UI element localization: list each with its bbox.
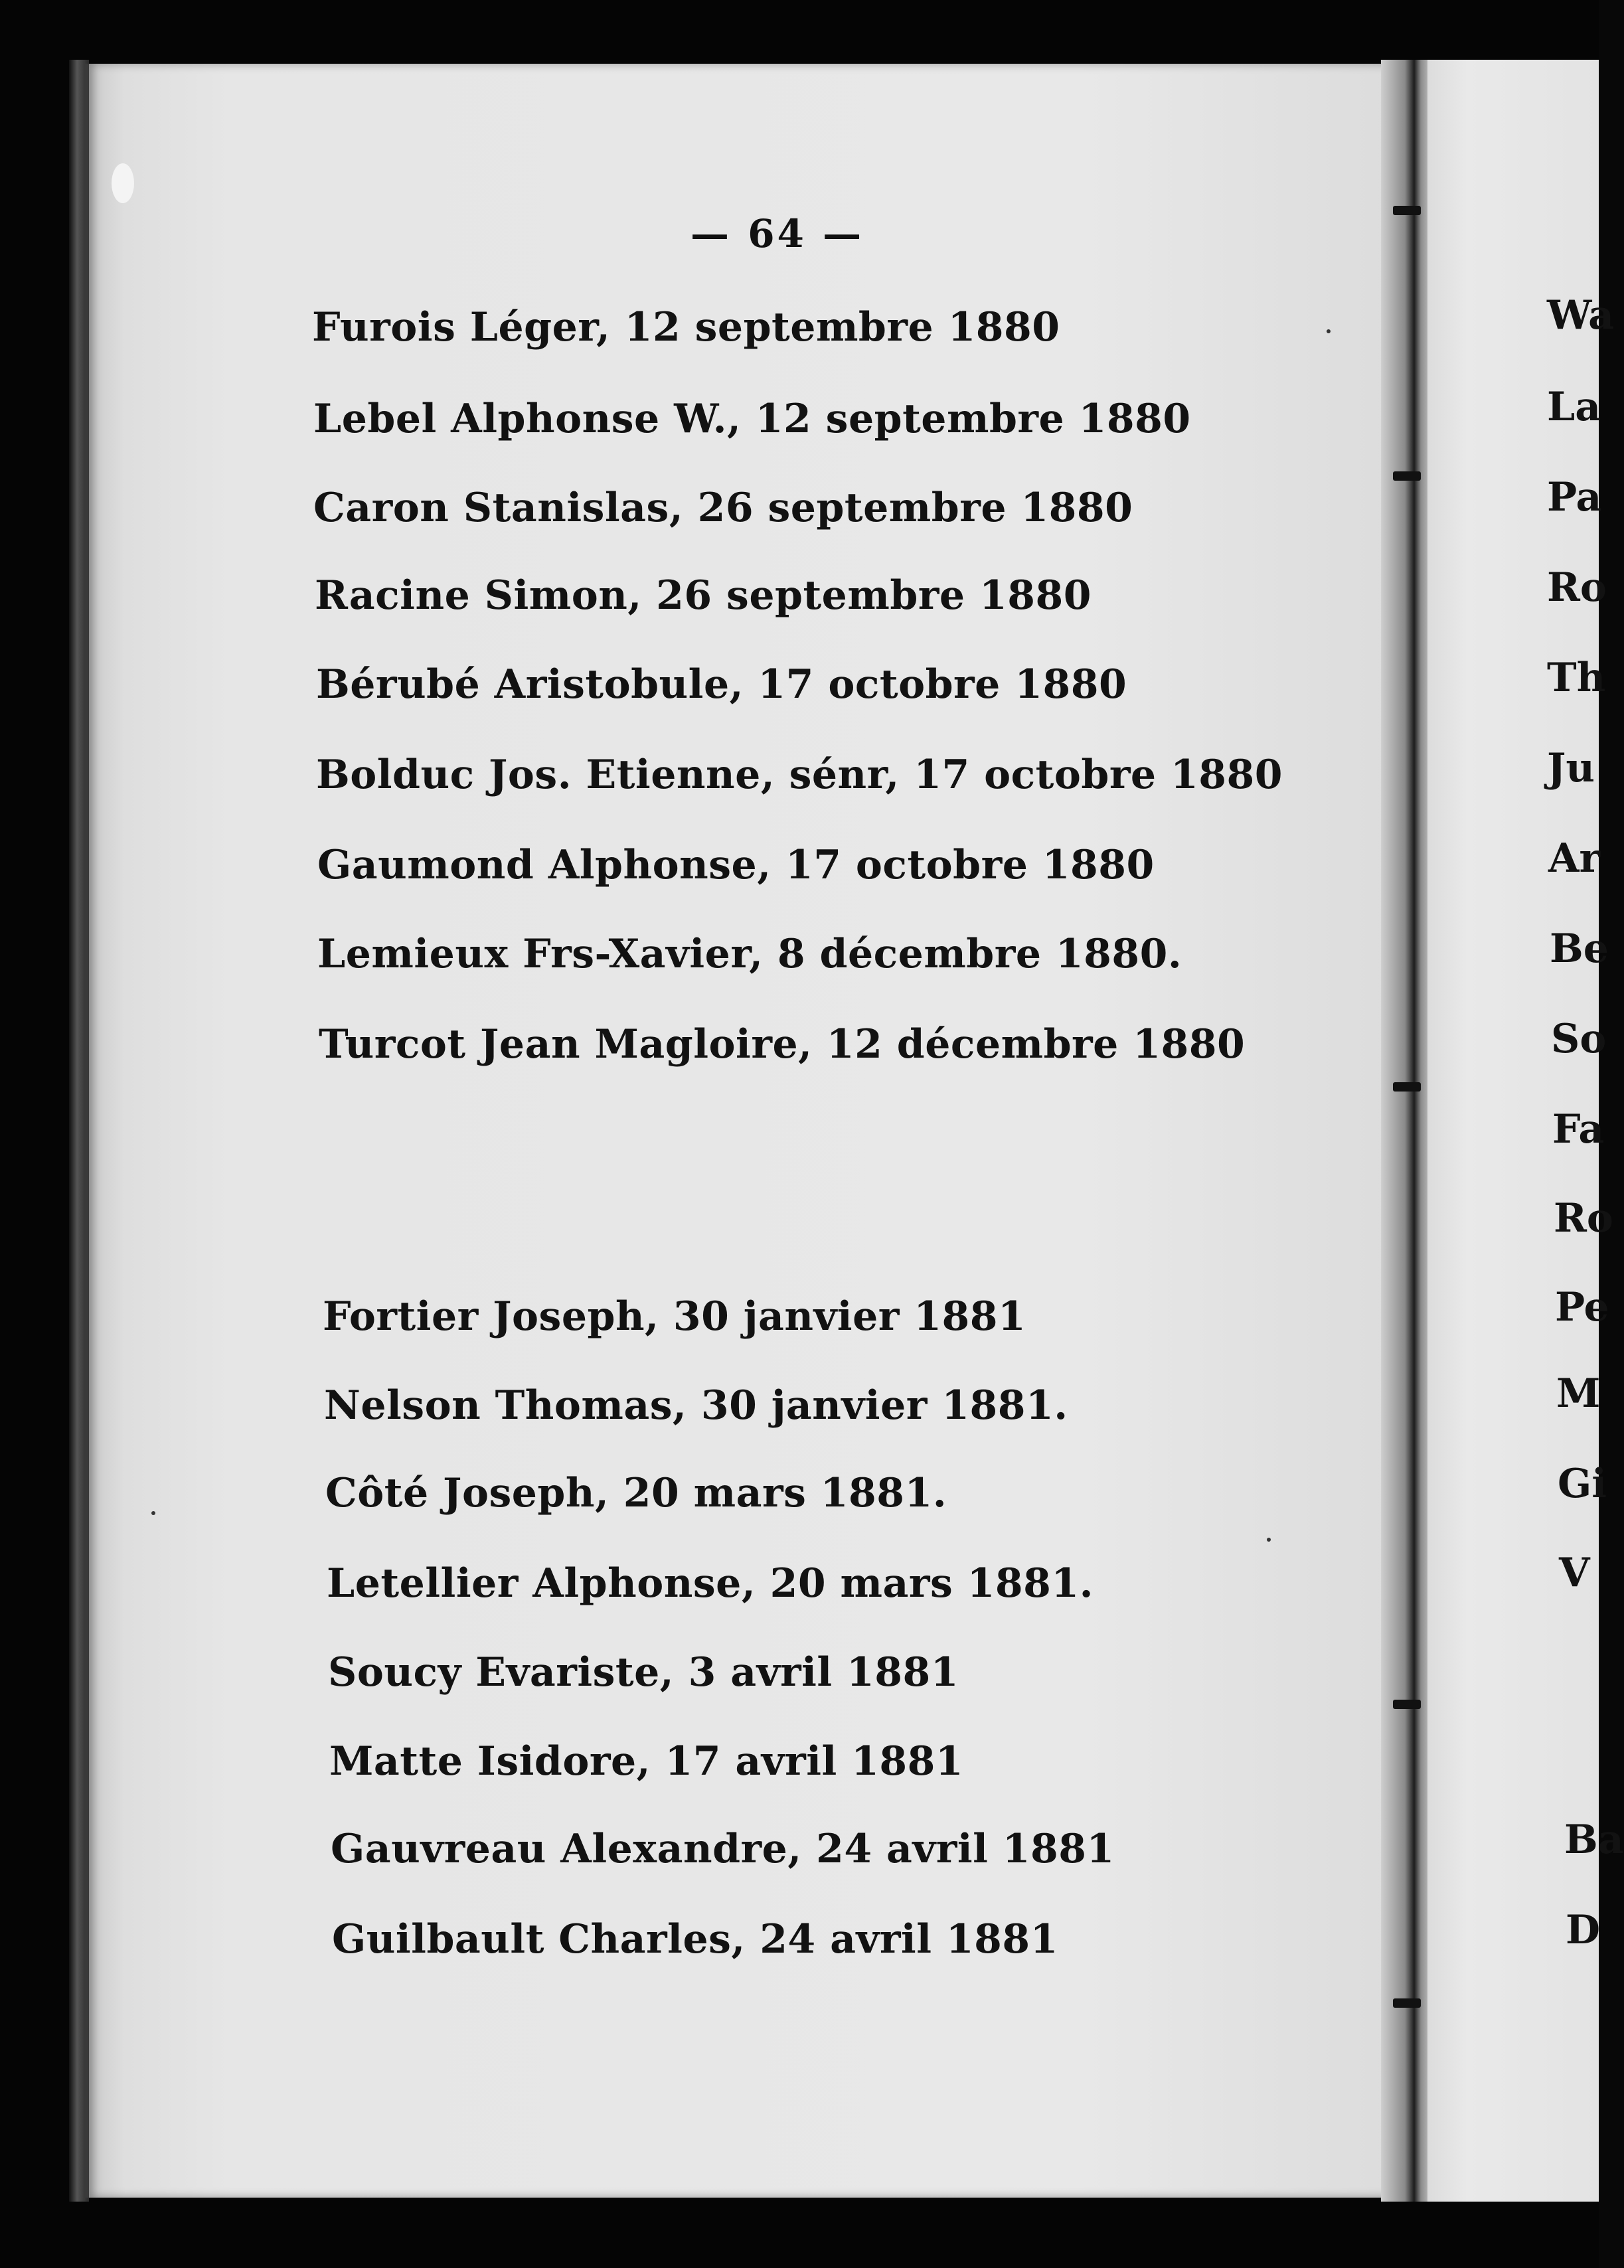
list-item: Bérubé Aristobule, 17 octobre 1880 bbox=[316, 661, 1127, 708]
list-item: Ba bbox=[1564, 1817, 1624, 1863]
list-item: Matte Isidore, 17 avril 1881 bbox=[329, 1738, 964, 1785]
list-item: Fa bbox=[1552, 1106, 1605, 1153]
list-item: Racine Simon, 26 septembre 1880 bbox=[315, 572, 1092, 619]
list-item: M bbox=[1556, 1370, 1601, 1417]
stitch-mark bbox=[1393, 1082, 1421, 1092]
list-item: Furois Léger, 12 septembre 1880 bbox=[312, 304, 1060, 351]
list-item: Pa bbox=[1547, 474, 1602, 521]
list-item: Th bbox=[1547, 655, 1606, 701]
stitch-mark bbox=[1393, 1700, 1421, 1709]
list-item: Caron Stanislas, 26 septembre 1880 bbox=[313, 485, 1133, 531]
stitch-mark bbox=[1393, 1998, 1421, 2008]
binding-gutter bbox=[1381, 60, 1434, 2202]
list-item: Letellier Alphonse, 20 mars 1881. bbox=[327, 1560, 1094, 1607]
list-item: Lemieux Frs-Xavier, 8 décembre 1880. bbox=[317, 931, 1182, 977]
list-item: Gauvreau Alexandre, 24 avril 1881 bbox=[331, 1826, 1115, 1872]
stitch-mark bbox=[1393, 471, 1421, 481]
list-item: Gaumond Alphonse, 17 octobre 1880 bbox=[317, 842, 1155, 888]
list-item: D bbox=[1566, 1907, 1601, 1953]
list-item: Gi bbox=[1558, 1461, 1607, 1507]
stitch-mark bbox=[1393, 206, 1421, 215]
list-item: Wa bbox=[1547, 292, 1615, 339]
list-item: Ar bbox=[1548, 835, 1601, 882]
list-item: Nelson Thomas, 30 janvier 1881. bbox=[324, 1382, 1068, 1429]
list-item: Ro bbox=[1554, 1195, 1613, 1242]
list-item: Be bbox=[1550, 926, 1609, 972]
list-item: V bbox=[1559, 1550, 1590, 1596]
list-item: Lebel Alphonse W., 12 septembre 1880 bbox=[313, 396, 1191, 442]
list-item: So bbox=[1551, 1016, 1607, 1062]
list-item: Côté Joseph, 20 mars 1881. bbox=[325, 1470, 947, 1516]
list-item: Soucy Evariste, 3 avril 1881 bbox=[328, 1649, 959, 1696]
list-item: Ro bbox=[1547, 564, 1607, 611]
right-page-fragments bbox=[1427, 0, 1624, 2268]
list-item: Fortier Joseph, 30 janvier 1881 bbox=[323, 1293, 1026, 1340]
list-item: Ju bbox=[1547, 745, 1595, 791]
list-item: Guilbault Charles, 24 avril 1881 bbox=[332, 1916, 1058, 1963]
list-item: Bolduc Jos. Etienne, sénr, 17 octobre 1880 bbox=[316, 752, 1283, 798]
list-item: Pe bbox=[1555, 1284, 1609, 1331]
list-item: Turcot Jean Magloire, 12 décembre 1880 bbox=[319, 1021, 1246, 1068]
list-item: La bbox=[1547, 384, 1601, 430]
page-number-header: — 64 — bbox=[690, 211, 864, 256]
